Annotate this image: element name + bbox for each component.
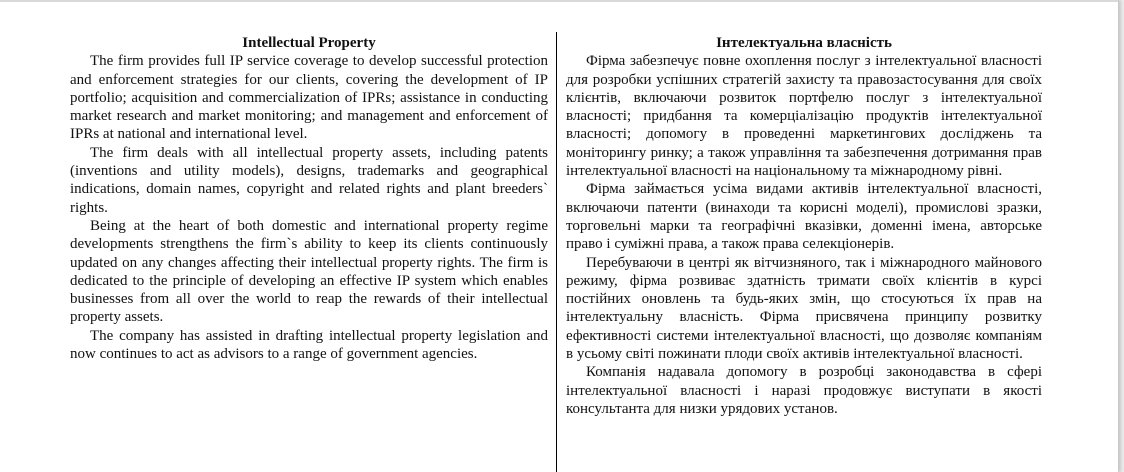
english-column: [70, 34, 548, 363]
ukrainian-column: [566, 34, 1042, 418]
english-paragraph-1: The firm provides full IP service coverage to develop successful protection and enforcement strategies for our clients, covering the development of IP portfolio; acquisition and commercialization of IPRs; assistance in conducting market research and market monitoring; and management and enforcement of IPRs at national and international level.: [70, 53, 548, 143]
ukrainian-paragraph-4: Компанія надавала допомогу в розробці законодавства в сфері інтелектуальної власності і наразі продовжує виступати в якості консультанта для низки урядових установ.: [566, 364, 1042, 417]
ukrainian-paragraph-3: Перебуваючи в центрі як вітчизняного, так і міжнародного майнового режиму, фірма розвиває здатність тримати своїх клієнтів в курсі постійних оновлень та будь-яких змін, що стосуються їх прав на інтелектуальну власність. Фірма присвячена принципу розвитку ефективності системи інтелектуальної власності, що дозволяє компаніям в усьому світі пожинати плоди своїх активів інтелектуальної власності.: [566, 254, 1042, 363]
english-title: Intellectual Property: [242, 35, 376, 51]
column-divider: [556, 32, 557, 472]
english-paragraph-3: Being at the heart of both domestic and international property regime developments strengthens the firm`s ability to keep its clients continuously updated on any changes affecting their intellectual property rights. The firm is dedicated to the principle of developing an effective IP system which enables businesses from all over the world to reap the rewards of their intellectual property assets.: [70, 217, 548, 326]
english-paragraph-4: The company has assisted in drafting intellectual property legislation and now continues to act as advisors to a range of government agencies.: [70, 327, 548, 363]
page-top-edge: [0, 0, 1118, 2]
ukrainian-paragraph-2: Фірма займається усіма видами активів інтелектуальної власності, включаючи патенти (винаходи та корисні моделі), промислові зразки, торговельні марки та географічні вказівки, доменні імена, авторське право і суміжні права, а також права селекціонерів.: [566, 181, 1042, 253]
ukrainian-paragraph-1: Фірма забезпечує повне охоплення послуг з інтелектуальної власності для розробки успішних стратегій захисту та правозастосування для своїх клієнтів, включаючи розвиток портфелю послуг з інтелектуальної власності; придбання та комерціалізацію продуктів інтелектуальної власності; допомогу в проведенні маркетингових досліджень та моніторингу ринку; а також управління та забезпечення дотримання прав інтелектуальної власності на національному та міжнародному рівні.: [566, 53, 1042, 180]
english-paragraph-2: The firm deals with all intellectual property assets, including patents (inventions and utility models), designs, trademarks and geographical indications, domain names, copyright and related rights and plant breeders` rights.: [70, 144, 548, 216]
ukrainian-title: Інтелектуальна власність: [716, 35, 892, 51]
